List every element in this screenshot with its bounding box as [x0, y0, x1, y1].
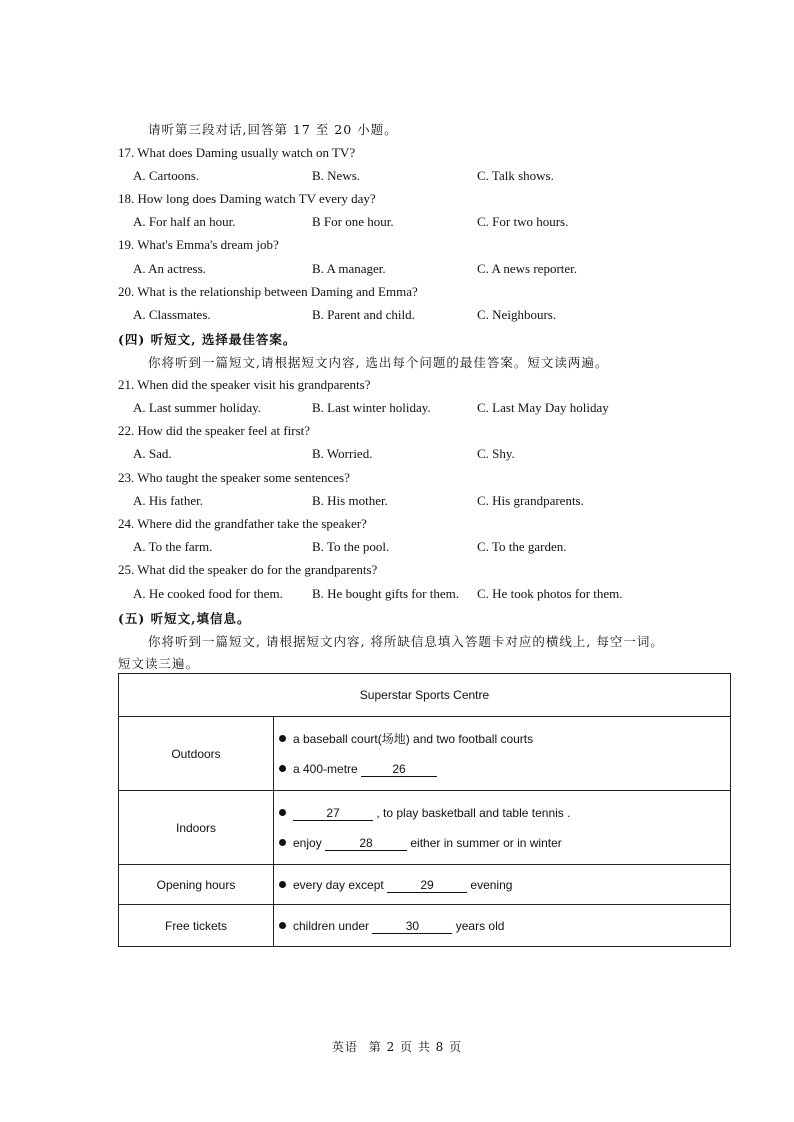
row-label-free-tickets: Free tickets	[119, 905, 274, 947]
q22-option-b: B. Worried.	[312, 446, 373, 461]
table-title: Superstar Sports Centre	[119, 674, 731, 717]
item-text: , to play basketball and table tennis .	[376, 805, 571, 820]
question-25: 25. What did the speaker do for the grandparents?	[118, 562, 378, 577]
q24-option-c: C. To the garden.	[477, 539, 567, 554]
question-21: 21. When did the speaker visit his grandparents?	[118, 377, 371, 392]
answer-blank-29[interactable]: 29	[387, 878, 467, 893]
q25-option-b: B. He bought gifts for them.	[312, 586, 459, 601]
q25-option-a: A. He cooked food for them.	[133, 586, 283, 601]
table-item	[275, 911, 729, 941]
q22-option-c: C. Shy.	[477, 446, 515, 461]
table-item	[275, 754, 729, 784]
q20-option-b: B. Parent and child.	[312, 307, 415, 322]
q24-option-a: A. To the farm.	[133, 539, 213, 554]
item-text: a 400-metre	[293, 761, 362, 776]
item-text: evening	[470, 877, 513, 892]
part4-heading: (四) 听短文, 选择最佳答案。	[118, 332, 297, 347]
question-22: 22. How did the speaker feel at first?	[118, 423, 311, 438]
row-content-indoors	[274, 791, 731, 865]
section3-intro: 请听第三段对话,回答第 17 至 20 小题。	[148, 122, 398, 137]
item-text: a baseball court(场地) and two football courts	[293, 731, 534, 746]
q23-option-a: A. His father.	[133, 493, 204, 508]
q20-option-a: A. Classmates.	[133, 307, 211, 322]
item-text: years old	[455, 918, 505, 933]
q19-option-b: B. A manager.	[312, 261, 386, 276]
bullet-icon	[279, 922, 286, 929]
bullet-icon	[279, 839, 286, 846]
question-17: 17. What does Daming usually watch on TV?	[118, 145, 356, 160]
table-item	[275, 798, 729, 828]
q17-option-c: C. Talk shows.	[477, 168, 554, 183]
table-item	[275, 870, 729, 900]
q23-option-c: C. His grandparents.	[477, 493, 584, 508]
q18-option-b: B For one hour.	[312, 214, 394, 229]
answer-blank-27[interactable]: 27	[293, 806, 373, 821]
q24-option-b: B. To the pool.	[312, 539, 390, 554]
footer-subject: 英语	[331, 1040, 358, 1054]
answer-blank-30[interactable]: 30	[372, 919, 452, 934]
footer-page-number: 第 2 页 共 8 页	[368, 1040, 463, 1054]
q18-option-c: C. For two hours.	[477, 214, 569, 229]
q21-option-a: A. Last summer holiday.	[133, 400, 262, 415]
question-20: 20. What is the relationship between Daming and Emma?	[118, 284, 418, 299]
row-label-indoors: Indoors	[119, 791, 274, 865]
question-23: 23. Who taught the speaker some sentences?	[118, 470, 350, 485]
answer-blank-26[interactable]: 26	[361, 762, 437, 777]
row-label-outdoors: Outdoors	[119, 717, 274, 791]
bullet-icon	[279, 809, 286, 816]
part4-instruction: 你将听到一篇短文,请根据短文内容, 选出每个问题的最佳答案。短文读两遍。	[148, 355, 609, 370]
q21-option-c: C. Last May Day holiday	[477, 400, 609, 415]
table-item	[275, 724, 729, 754]
question-18: 18. How long does Daming watch TV every day?	[118, 191, 376, 206]
item-text: children under	[293, 918, 373, 933]
part5-instruction-line2: 短文读三遍。	[118, 656, 200, 671]
question-19: 19. What's Emma's dream job?	[118, 237, 279, 252]
q19-option-a: A. An actress.	[133, 261, 206, 276]
q23-option-b: B. His mother.	[312, 493, 388, 508]
q17-option-a: A. Cartoons.	[133, 168, 200, 183]
row-content-opening-hours	[274, 865, 731, 905]
q25-option-c: C. He took photos for them.	[477, 586, 623, 601]
table-item	[275, 828, 729, 858]
q20-option-c: C. Neighbours.	[477, 307, 557, 322]
q17-option-b: B. News.	[312, 168, 361, 183]
bullet-icon	[279, 735, 286, 742]
bullet-icon	[279, 765, 286, 772]
answer-blank-28[interactable]: 28	[325, 836, 407, 851]
part5-instruction-line1: 你将听到一篇短文, 请根据短文内容, 将所缺信息填入答题卡对应的横线上, 每空一词。	[148, 634, 664, 649]
question-24: 24. Where did the grandfather take the speaker?	[118, 516, 367, 531]
item-text: either in summer or in winter	[410, 835, 562, 850]
part5-heading: (五) 听短文,填信息。	[118, 611, 251, 626]
q19-option-c: C. A news reporter.	[477, 261, 578, 276]
row-content-outdoors	[274, 717, 731, 791]
item-text: enjoy	[293, 835, 326, 850]
item-text: every day except	[293, 877, 388, 892]
row-content-free-tickets	[274, 905, 731, 947]
q21-option-b: B. Last winter holiday.	[312, 400, 431, 415]
q22-option-a: A. Sad.	[133, 446, 172, 461]
row-label-opening-hours: Opening hours	[119, 865, 274, 905]
q18-option-a: A. For half an hour.	[133, 214, 236, 229]
page-footer	[0, 1038, 794, 1055]
bullet-icon	[279, 881, 286, 888]
info-table	[118, 673, 731, 947]
